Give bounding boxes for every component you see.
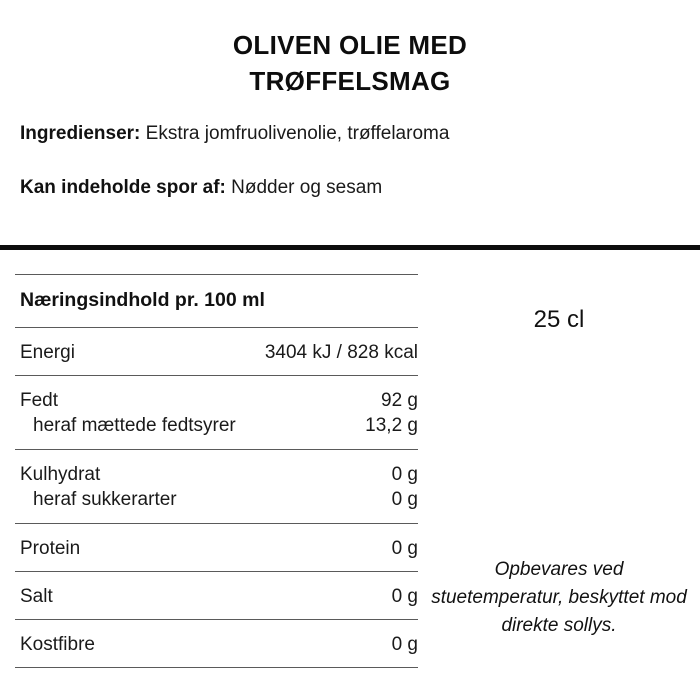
- table-row: [15, 632, 418, 657]
- row-label: Salt: [20, 586, 53, 607]
- table-row: [15, 584, 418, 609]
- table-row-sub: [15, 487, 418, 512]
- row-value: 0 g: [391, 538, 418, 559]
- nutrition-header-section: [15, 275, 418, 328]
- storage-note: Opbevares ved stuetemperatur, beskyttet mod direkte sollys.: [431, 559, 687, 636]
- nutrition-section-energy: [15, 328, 418, 376]
- row-value: 0 g: [391, 586, 418, 607]
- ingredients-line: [20, 122, 680, 145]
- nutrition-table: [15, 274, 418, 668]
- ingredients-label: Ingredienser:: [20, 123, 141, 144]
- product-title-line1: OLIVEN OLIE MED: [232, 30, 468, 60]
- row-label: Energi: [20, 342, 75, 363]
- row-label: Kostfibre: [20, 634, 95, 655]
- allergens-line: [20, 176, 680, 199]
- row-label: heraf sukkerarter: [33, 489, 177, 510]
- table-row: [15, 536, 418, 561]
- nutrition-section-protein: [15, 524, 418, 572]
- table-row: [15, 340, 418, 365]
- product-title: [0, 0, 700, 99]
- product-title-line2: TRØFFELSMAG: [249, 66, 451, 96]
- allergens-text: Nødder og sesam: [231, 177, 383, 198]
- nutrition-header: Næringsindhold pr. 100 ml: [20, 289, 265, 311]
- nutrition-section-fibre: [15, 620, 418, 668]
- row-label: heraf mættede fedtsyrer: [33, 415, 236, 436]
- ingredients-text: Ekstra jomfruolivenolie, trøffelaroma: [145, 123, 450, 144]
- volume-text: 25 cl: [533, 306, 585, 333]
- row-value: 0 g: [391, 634, 418, 655]
- row-label: Kulhydrat: [20, 464, 101, 485]
- table-row: [15, 462, 418, 487]
- row-value: 3404 kJ / 828 kcal: [264, 342, 418, 363]
- nutrition-section-salt: [15, 572, 418, 620]
- nutrition-section-fat: [15, 376, 418, 450]
- row-value: 13,2 g: [365, 415, 418, 436]
- table-row: [15, 388, 418, 413]
- row-value: 92 g: [381, 390, 418, 411]
- nutrition-section-carbs: [15, 450, 418, 524]
- row-value: 0 g: [391, 464, 418, 485]
- table-row-sub: [15, 413, 418, 438]
- row-label: Protein: [20, 538, 81, 559]
- label-body: [0, 250, 700, 668]
- allergens-label: Kan indeholde spor af:: [20, 177, 226, 198]
- row-label: Fedt: [20, 390, 59, 411]
- right-column: [418, 250, 700, 668]
- row-value: 0 g: [391, 489, 418, 510]
